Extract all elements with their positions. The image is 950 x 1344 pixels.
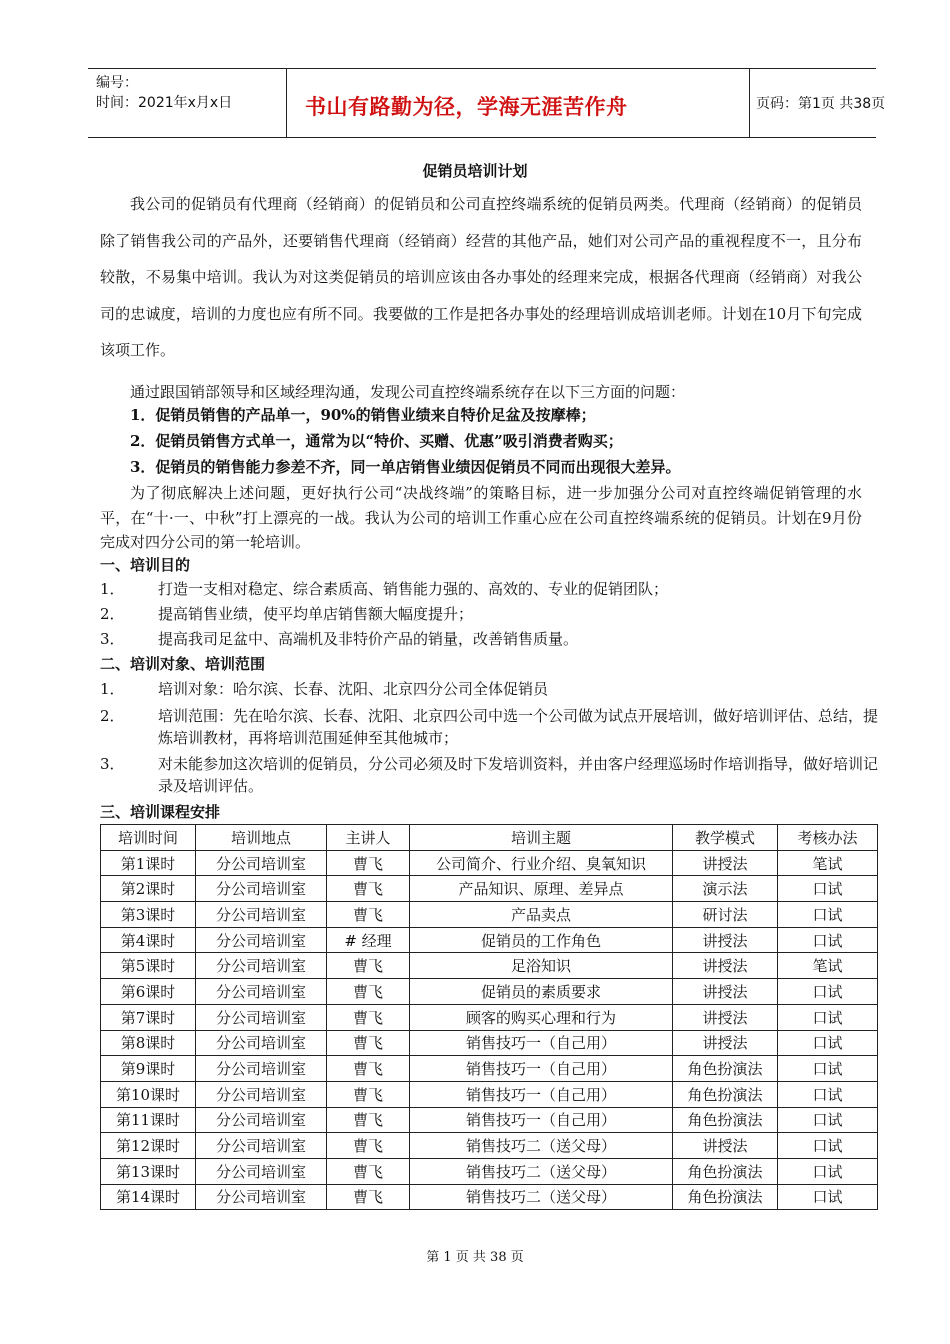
mode-cell: 研讨法: [673, 902, 778, 928]
list-item-text: 提高我司足盆中、高端机及非特价产品的销量，改善销售质量。: [158, 630, 579, 648]
list-item: [100, 678, 880, 700]
column-header: 考核办法: [778, 825, 878, 851]
table-row: [101, 902, 878, 928]
location-cell: 分公司培训室: [196, 979, 327, 1005]
table-row: [101, 1081, 878, 1107]
intro-paragraph: 我公司的促销员有代理商（经销商）的促销员和公司直控终端系统的促销员两类。代理商（经销商）的促销员除了销售我公司的产品外，还要销售代理商（经销商）经营的其他产品，她们对公司产品的重视程度不一，且分布较散，不易集中培训。我认为对这类促销员的培训应该由各办事处的经理来完成，根据各代理商（经销商）对我公司的忠诚度，培训的力度也应有所不同。我要做的工作是把各办事处的经理培训成培训老师。计划在10月下旬完成该项工作。: [100, 195, 862, 359]
topic-cell: 产品卖点: [410, 902, 673, 928]
header-motto-cell: [286, 69, 750, 137]
topic-cell: 产品知识、原理、差异点: [410, 876, 673, 902]
topic-cell: 销售技巧二（送父母）: [410, 1158, 673, 1184]
speaker-cell: 曹飞: [327, 1184, 410, 1210]
session-cell: 第2课时: [101, 876, 196, 902]
list-item-number: 3．: [100, 755, 125, 773]
document-title: 促销员培训计划: [422, 162, 528, 180]
location-cell: 分公司培训室: [196, 1030, 327, 1056]
assessment-cell: 口试: [778, 1056, 878, 1082]
assessment-cell: 口试: [778, 927, 878, 953]
speaker-cell: 曹飞: [327, 850, 410, 876]
column-header: 培训时间: [101, 825, 196, 851]
schedule-table: [100, 824, 878, 1210]
topic-cell: 促销员的素质要求: [410, 979, 673, 1005]
list-item: [100, 628, 880, 650]
motto: 书山有路勤为径，学海无涯苦作舟: [305, 95, 628, 119]
assessment-cell: 口试: [778, 1081, 878, 1107]
time-label: 时间：2021年x月x日: [96, 95, 233, 111]
page-header: [88, 68, 886, 138]
table-row: [101, 953, 878, 979]
session-cell: 第6课时: [101, 979, 196, 1005]
section-heading-schedule: 三、培训课程安排: [100, 803, 221, 821]
list-item-number: 1．: [100, 680, 125, 698]
mode-cell: 讲授法: [673, 850, 778, 876]
mode-cell: 讲授法: [673, 1133, 778, 1159]
speaker-cell: 曹飞: [327, 902, 410, 928]
assessment-cell: 口试: [778, 979, 878, 1005]
location-cell: 分公司培训室: [196, 953, 327, 979]
mode-cell: 讲授法: [673, 953, 778, 979]
problem-item: 2．促销员销售方式单一，通常为以“特价、买赠、优惠”吸引消费者购买；: [130, 432, 623, 450]
topic-cell: 销售技巧二（送父母）: [410, 1133, 673, 1159]
page-footer: 第 1 页 共 38 页: [426, 1250, 524, 1265]
session-cell: 第14课时: [101, 1184, 196, 1210]
speaker-cell: 曹飞: [327, 1004, 410, 1030]
list-item: [100, 705, 880, 749]
assessment-cell: 口试: [778, 1158, 878, 1184]
mode-cell: 讲授法: [673, 979, 778, 1005]
list-item-text: 对未能参加这次培训的促销员，分公司必须及时下发培训资料，并由客户经理巡场时作培训指导，做好培训记录及培训评估。: [158, 755, 879, 795]
mode-cell: 演示法: [673, 876, 778, 902]
session-cell: 第3课时: [101, 902, 196, 928]
location-cell: 分公司培训室: [196, 1056, 327, 1082]
mode-cell: 角色扮演法: [673, 1056, 778, 1082]
speaker-cell: # 经理: [327, 927, 410, 953]
topic-cell: 销售技巧一（自己用）: [410, 1081, 673, 1107]
assessment-cell: 口试: [778, 1133, 878, 1159]
speaker-cell: 曹飞: [327, 876, 410, 902]
assessment-cell: 口试: [778, 1107, 878, 1133]
location-cell: 分公司培训室: [196, 902, 327, 928]
topic-cell: 公司简介、行业介绍、臭氧知识: [410, 850, 673, 876]
mode-cell: 角色扮演法: [673, 1107, 778, 1133]
session-cell: 第5课时: [101, 953, 196, 979]
location-cell: 分公司培训室: [196, 1004, 327, 1030]
list-item: [100, 578, 880, 600]
table-row: [101, 1133, 878, 1159]
assessment-cell: 口试: [778, 1030, 878, 1056]
speaker-cell: 曹飞: [327, 1030, 410, 1056]
mode-cell: 讲授法: [673, 1004, 778, 1030]
list-item: [100, 753, 880, 797]
code-label: 编号：: [96, 75, 138, 91]
page-info: 页码：第1页 共38页: [756, 96, 886, 112]
list-item-number: 3．: [100, 630, 125, 648]
topic-cell: 销售技巧一（自己用）: [410, 1107, 673, 1133]
speaker-cell: 曹飞: [327, 1081, 410, 1107]
mode-cell: 角色扮演法: [673, 1184, 778, 1210]
solution-paragraph: 为了彻底解决上述问题，更好执行公司“决战终端”的策略目标，进一步加强分公司对直控终端促销管理的水平，在“十·一、中秋”打上漂亮的一战。我认为公司的培训工作重心应在公司直控终端系统的促销员。计划在9月份完成对四分公司的第一轮培训。: [100, 484, 862, 551]
table-row: [101, 850, 878, 876]
assessment-cell: 笔试: [778, 953, 878, 979]
header-meta: [96, 73, 286, 113]
mode-cell: 角色扮演法: [673, 1081, 778, 1107]
mode-cell: 角色扮演法: [673, 1158, 778, 1184]
list-item-number: 2．: [100, 605, 125, 623]
location-cell: 分公司培训室: [196, 1184, 327, 1210]
session-cell: 第10课时: [101, 1081, 196, 1107]
session-cell: 第12课时: [101, 1133, 196, 1159]
table-row: [101, 1184, 878, 1210]
session-cell: 第8课时: [101, 1030, 196, 1056]
session-cell: 第4课时: [101, 927, 196, 953]
table-row: [101, 1004, 878, 1030]
table-row: [101, 1158, 878, 1184]
table-header-row: [101, 825, 878, 851]
location-cell: 分公司培训室: [196, 1107, 327, 1133]
column-header: 培训地点: [196, 825, 327, 851]
column-header: 主讲人: [327, 825, 410, 851]
mode-cell: 讲授法: [673, 1030, 778, 1056]
speaker-cell: 曹飞: [327, 1056, 410, 1082]
list-item: [100, 603, 880, 625]
location-cell: 分公司培训室: [196, 850, 327, 876]
topic-cell: 销售技巧一（自己用）: [410, 1030, 673, 1056]
location-cell: 分公司培训室: [196, 1081, 327, 1107]
session-cell: 第9课时: [101, 1056, 196, 1082]
section-heading-goal: 一、培训目的: [100, 556, 191, 574]
assessment-cell: 口试: [778, 1184, 878, 1210]
topic-cell: 促销员的工作角色: [410, 927, 673, 953]
assessment-cell: 口试: [778, 902, 878, 928]
speaker-cell: 曹飞: [327, 953, 410, 979]
problem-item: 3．促销员的销售能力参差不齐，同一单店销售业绩因促销员不同而出现很大差异。: [130, 458, 681, 476]
list-item-number: 1．: [100, 580, 125, 598]
list-item-text: 提高销售业绩，使平均单店销售额大幅度提升；: [158, 605, 474, 623]
column-header: 教学模式: [673, 825, 778, 851]
speaker-cell: 曹飞: [327, 979, 410, 1005]
location-cell: 分公司培训室: [196, 1133, 327, 1159]
list-item-text: 打造一支相对稳定、综合素质高、销售能力强的、高效的、专业的促销团队；: [158, 580, 669, 598]
speaker-cell: 曹飞: [327, 1158, 410, 1184]
mode-cell: 讲授法: [673, 927, 778, 953]
assessment-cell: 口试: [778, 1004, 878, 1030]
topic-cell: 足浴知识: [410, 953, 673, 979]
location-cell: 分公司培训室: [196, 1158, 327, 1184]
speaker-cell: 曹飞: [327, 1107, 410, 1133]
speaker-cell: 曹飞: [327, 1133, 410, 1159]
location-cell: 分公司培训室: [196, 927, 327, 953]
table-row: [101, 1056, 878, 1082]
list-item-text: 培训范围：先在哈尔滨、长春、沈阳、北京四公司中选一个公司做为试点开展培训，做好培训评估、总结，提炼培训教材，再将培训范围延伸至其他城市；: [158, 707, 879, 747]
column-header: 培训主题: [410, 825, 673, 851]
topic-cell: 顾客的购买心理和行为: [410, 1004, 673, 1030]
session-cell: 第11课时: [101, 1107, 196, 1133]
assessment-cell: 口试: [778, 876, 878, 902]
table-row: [101, 927, 878, 953]
session-cell: 第1课时: [101, 850, 196, 876]
table-row: [101, 1107, 878, 1133]
problem-item: 1．促销员销售的产品单一，90%的销售业绩来自特价足盆及按摩棒；: [130, 406, 596, 424]
assessment-cell: 笔试: [778, 850, 878, 876]
session-cell: 第13课时: [101, 1158, 196, 1184]
table-row: [101, 876, 878, 902]
table-row: [101, 979, 878, 1005]
topic-cell: 销售技巧二（送父母）: [410, 1184, 673, 1210]
location-cell: 分公司培训室: [196, 876, 327, 902]
problems-intro: 通过跟国销部领导和区域经理沟通，发现公司直控终端系统存在以下三方面的问题：: [130, 383, 686, 401]
session-cell: 第7课时: [101, 1004, 196, 1030]
table-row: [101, 1030, 878, 1056]
topic-cell: 销售技巧一（自己用）: [410, 1056, 673, 1082]
list-item-number: 2．: [100, 707, 125, 725]
list-item-text: 培训对象：哈尔滨、长春、沈阳、北京四分公司全体促销员: [158, 680, 549, 698]
section-heading-target: 二、培训对象、培训范围: [100, 655, 266, 673]
